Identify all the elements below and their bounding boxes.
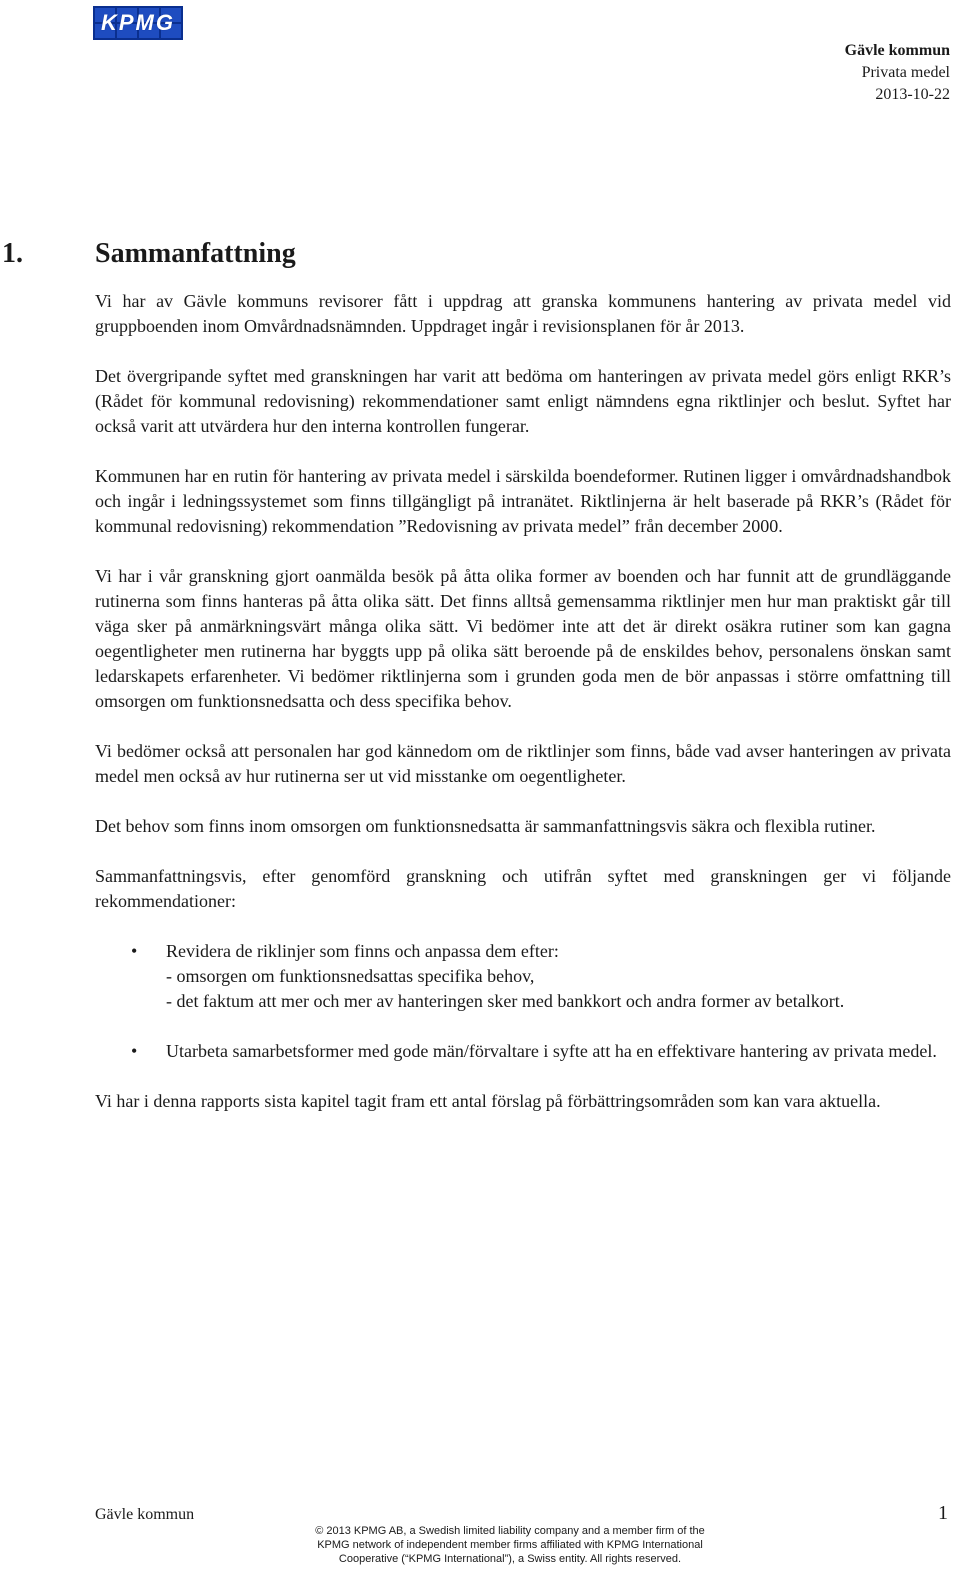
recommendation-text: Revidera de riklinjer som finns och anpassa dem efter: bbox=[166, 941, 559, 961]
document-body bbox=[95, 289, 951, 1139]
paragraph: Kommunen har en rutin för hantering av privata medel i särskilda boendeformer. Rutinen ligger i omvårdnadshandbok och ingår i ledningssystemet som finns tillgängligt på intranätet. Riktlinjerna är helt baserade på RKR’s (Rådet för kommunal redovisning) rekommendation ”Redovisning av privata medel” från december 2000. bbox=[95, 466, 951, 536]
recommendation-subpoint: - det faktum att mer och mer av hanteringen sker med bankkort och andra former av betalkort. bbox=[166, 991, 845, 1011]
paragraph: Det behov som finns inom omsorgen om funktionsnedsatta är sammanfattningsvis säkra och flexibla rutiner. bbox=[95, 816, 876, 836]
document-header-meta bbox=[845, 40, 950, 106]
paragraph: Vi har av Gävle kommuns revisorer fått i uppdrag att granska kommunens hantering av privata medel vid gruppboenden inom Omvårdnadsnämnden. Uppdraget ingår i revisionsplanen för år 2013. bbox=[95, 291, 951, 336]
legal-line: © 2013 KPMG AB, a Swedish limited liability company and a member firm of the bbox=[315, 1525, 705, 1537]
recommendation-subpoint: - omsorgen om funktionsnedsattas specifika behov, bbox=[166, 966, 535, 986]
section-number: 1. bbox=[2, 238, 23, 269]
paragraph: Sammanfattningsvis, efter genomförd granskning och utifrån syftet med granskningen ger vi följande rekommendationer: bbox=[95, 866, 951, 911]
paragraph: Vi bedömer också att personalen har god kännedom om de riktlinjer som finns, både vad avser hanteringen av privata medel men också av hur rutinerna ser ut vid misstanke om oegentligheter. bbox=[95, 741, 951, 786]
recommendation-text: Utarbeta samarbetsformer med gode män/förvaltare i syfte att ha en effektivare hantering av privata medel. bbox=[166, 1041, 937, 1061]
kpmg-logo bbox=[93, 6, 183, 40]
bullet-icon: • bbox=[131, 1041, 138, 1061]
section-title: Sammanfattning bbox=[95, 238, 296, 269]
footer-legal-notice bbox=[280, 1524, 740, 1566]
closing-paragraph: Vi har i denna rapports sista kapitel tagit fram ett antal förslag på förbättringsområden som kan vara aktuella. bbox=[95, 1091, 881, 1111]
header-organization: Gävle kommun bbox=[844, 42, 950, 59]
paragraph: Vi har i vår granskning gjort oanmälda besök på åtta olika former av boenden och har funnit att de grundläggande rutinerna som finns hanteras på åtta olika sätt. Det finns alltså gemensamma riktlinjer men hur man praktiskt går till väga sker på anmärkningsvärt många olika sätt. Vi bedömer inte att det är direkt osäkra rutiner som kan gagna oegentligheter men rutinerna har byggts upp på olika sätt beroende på de enskildes behov, personalens önskan samt ledarskapets erfarenheter. Vi bedömer riktlinjerna som i grunden goda men de bör anpassas i större omfattning till omsorgen om funktionsnedsatta och dess specifika behov. bbox=[95, 566, 951, 711]
recommendation-item bbox=[95, 939, 951, 1014]
logo-text: KPMG bbox=[101, 10, 175, 35]
legal-line: Cooperative (“KPMG International”), a Swiss entity. All rights reserved. bbox=[338, 1553, 682, 1565]
page-number: 1 bbox=[938, 1502, 948, 1524]
recommendation-item bbox=[95, 1039, 951, 1064]
header-date: 2013-10-22 bbox=[875, 86, 950, 103]
legal-line: KPMG network of independent member firms affiliated with KPMG International bbox=[317, 1539, 703, 1551]
recommendation-list bbox=[95, 939, 951, 1064]
paragraph: Det övergripande syftet med granskningen har varit att bedöma om hanteringen av privata medel görs enligt RKR’s (Rådet för kommunal redovisning) rekommendationer samt enligt nämndens egna riktlinjer och beslut. Syftet har också varit att utvärdera hur den interna kontrollen fungerar. bbox=[95, 366, 951, 436]
footer-organization: Gävle kommun bbox=[95, 1506, 195, 1523]
header-subject: Privata medel bbox=[861, 64, 950, 81]
bullet-icon: • bbox=[131, 941, 138, 961]
section-heading bbox=[2, 238, 296, 270]
